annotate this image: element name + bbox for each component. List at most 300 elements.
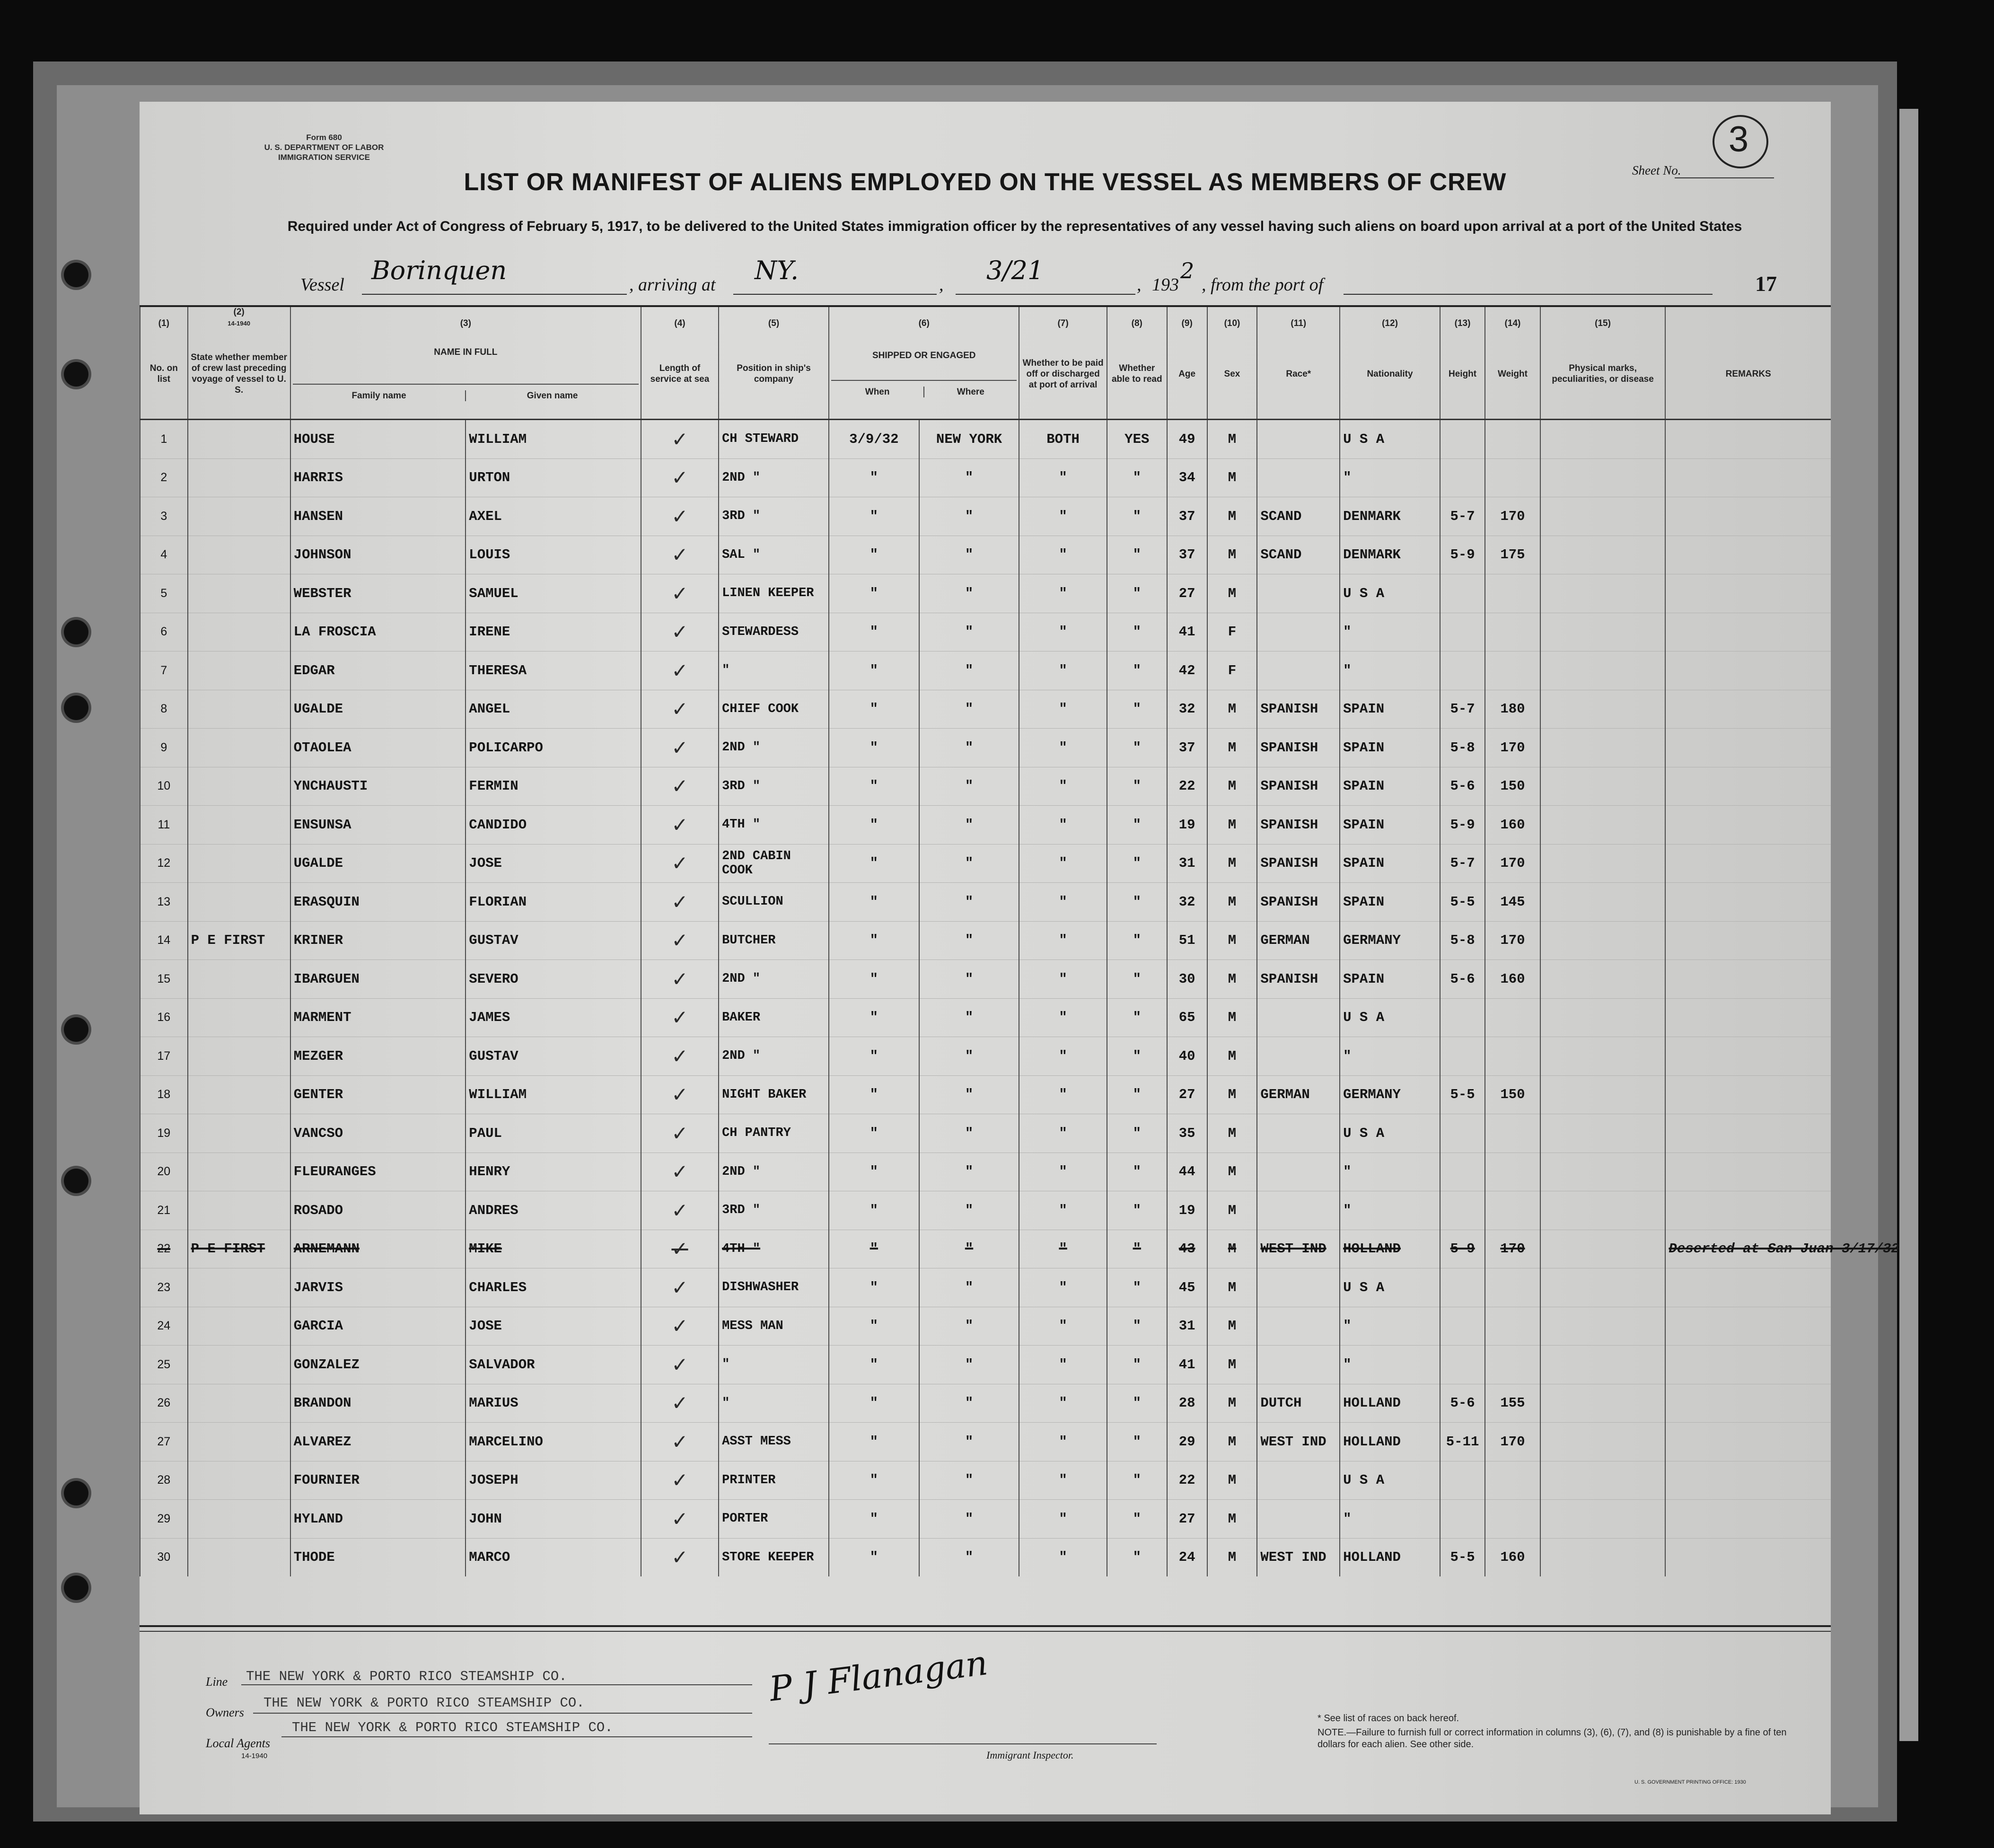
shipped-when-cell: " <box>829 1268 919 1307</box>
service-check-cell: ✓ <box>641 1423 719 1461</box>
physical-marks-cell <box>1540 458 1666 497</box>
physical-marks-cell <box>1540 613 1666 651</box>
paid-off-cell: " <box>1019 1538 1107 1576</box>
height-cell <box>1440 613 1485 651</box>
paid-off-cell: " <box>1019 1384 1107 1423</box>
table-row <box>140 1461 1831 1500</box>
row-number-cell: 25 <box>140 1346 188 1384</box>
form-identifier: Form 680 U. S. DEPARTMENT OF LABOR IMMIGRATION SERVICE <box>264 133 384 162</box>
height-cell: 5-6 <box>1440 960 1485 999</box>
family-name-cell: IBARGUEN <box>290 960 466 999</box>
physical-marks-cell <box>1540 574 1666 613</box>
paid-off-cell: " <box>1019 1268 1107 1307</box>
service-check-cell: ✓ <box>641 806 719 845</box>
row-number-cell: 26 <box>140 1384 188 1423</box>
able-to-read-cell: " <box>1107 806 1167 845</box>
sex-cell: M <box>1207 844 1257 883</box>
able-to-read-cell: " <box>1107 883 1167 922</box>
shipped-where-cell: " <box>919 574 1019 613</box>
vessel-label: Vessel <box>300 275 344 295</box>
remarks-cell <box>1665 1114 1831 1153</box>
printing-office: U. S. GOVERNMENT PRINTING OFFICE: 1930 <box>1634 1779 1746 1785</box>
position-cell: BUTCHER <box>719 921 829 960</box>
shipped-where-cell: " <box>919 921 1019 960</box>
paid-off-cell: " <box>1019 883 1107 922</box>
service-check-cell: ✓ <box>641 613 719 651</box>
age-cell: 37 <box>1167 536 1207 574</box>
remarks-cell: Deserted at San Juan 3/17/32 <box>1665 1230 1831 1268</box>
arriving-label: , arriving at <box>629 275 716 295</box>
race-cell <box>1257 651 1340 690</box>
shipped-when-cell: " <box>829 497 919 536</box>
page-number: 17 <box>1755 272 1777 296</box>
previous-voyage-cell <box>188 1500 290 1539</box>
age-cell: 37 <box>1167 729 1207 767</box>
shipped-when-cell: " <box>829 844 919 883</box>
physical-marks-cell <box>1540 1191 1666 1230</box>
weight-cell <box>1485 1191 1540 1230</box>
physical-marks-cell <box>1540 998 1666 1037</box>
year-suffix: 2 <box>1180 258 1195 283</box>
sex-cell: M <box>1207 420 1257 459</box>
table-row <box>140 1191 1831 1230</box>
table-row <box>140 1114 1831 1153</box>
row-number-cell: 13 <box>140 883 188 922</box>
remarks-cell <box>1665 1191 1831 1230</box>
weight-cell <box>1485 1461 1540 1500</box>
row-number-cell: 8 <box>140 690 188 729</box>
service-check-cell: ✓ <box>641 1500 719 1539</box>
height-cell: 5-11 <box>1440 1423 1485 1461</box>
weight-cell: 150 <box>1485 1075 1540 1114</box>
paid-off-cell: " <box>1019 536 1107 574</box>
service-check-cell: ✓ <box>641 1461 719 1500</box>
race-cell <box>1257 1153 1340 1191</box>
sheet-number-label: Sheet No. <box>1632 163 1681 177</box>
age-cell: 35 <box>1167 1114 1207 1153</box>
col-form-code: 14-1940 <box>228 320 250 327</box>
service-check-cell: ✓ <box>641 1538 719 1576</box>
family-name-cell: EDGAR <box>290 651 466 690</box>
paid-off-cell: " <box>1019 1153 1107 1191</box>
family-name-cell: GENTER <box>290 1075 466 1114</box>
manifest-footer <box>140 1625 1831 1814</box>
paid-off-cell: " <box>1019 1037 1107 1076</box>
remarks-cell <box>1665 1500 1831 1539</box>
shipped-where-cell: " <box>919 1538 1019 1576</box>
race-cell <box>1257 574 1340 613</box>
nationality-cell: U S A <box>1340 1268 1440 1307</box>
paid-off-cell: " <box>1019 1346 1107 1384</box>
able-to-read-cell: " <box>1107 729 1167 767</box>
shipped-when-cell: " <box>829 613 919 651</box>
physical-marks-cell <box>1540 1037 1666 1076</box>
col-weight: Weight <box>1485 329 1540 420</box>
given-name-cell: LOUIS <box>466 536 641 574</box>
weight-cell <box>1485 998 1540 1037</box>
nationality-cell: SPAIN <box>1340 883 1440 922</box>
able-to-read-cell: " <box>1107 1153 1167 1191</box>
position-cell: 2ND " <box>719 458 829 497</box>
service-check-cell: ✓ <box>641 1307 719 1346</box>
col-family-name: Family name <box>351 390 406 401</box>
service-check-cell: ✓ <box>641 1346 719 1384</box>
row-number-cell: 5 <box>140 574 188 613</box>
race-cell: SPANISH <box>1257 883 1340 922</box>
shipped-when-cell: " <box>829 690 919 729</box>
col-num-13: (13) <box>1440 305 1485 329</box>
service-check-cell: ✓ <box>641 458 719 497</box>
weight-cell: 170 <box>1485 1423 1540 1461</box>
able-to-read-cell: " <box>1107 1230 1167 1268</box>
age-cell: 44 <box>1167 1153 1207 1191</box>
weight-cell <box>1485 1500 1540 1539</box>
signature-line <box>769 1743 1157 1744</box>
shipped-where-cell: " <box>919 458 1019 497</box>
position-cell: ASST MESS <box>719 1423 829 1461</box>
able-to-read-cell: " <box>1107 1191 1167 1230</box>
age-cell: 51 <box>1167 921 1207 960</box>
sex-cell: M <box>1207 497 1257 536</box>
paid-off-cell: " <box>1019 729 1107 767</box>
previous-voyage-cell <box>188 1384 290 1423</box>
race-cell: GERMAN <box>1257 921 1340 960</box>
previous-voyage-cell <box>188 1191 290 1230</box>
weight-cell: 170 <box>1485 844 1540 883</box>
nationality-cell: GERMANY <box>1340 921 1440 960</box>
shipped-when-cell: " <box>829 1500 919 1539</box>
age-cell: 41 <box>1167 613 1207 651</box>
physical-marks-cell <box>1540 1114 1666 1153</box>
col-num-10: (10) <box>1207 305 1257 329</box>
physical-marks-cell <box>1540 1075 1666 1114</box>
age-cell: 22 <box>1167 767 1207 806</box>
age-cell: 30 <box>1167 960 1207 999</box>
age-cell: 29 <box>1167 1423 1207 1461</box>
row-number-cell: 4 <box>140 536 188 574</box>
paid-off-cell: " <box>1019 613 1107 651</box>
weight-cell <box>1485 420 1540 459</box>
remarks-cell <box>1665 921 1831 960</box>
given-name-cell: FLORIAN <box>466 883 641 922</box>
nationality-cell: " <box>1340 1153 1440 1191</box>
col-name-in-full: NAME IN FULL Family name Given name <box>290 329 641 420</box>
position-cell: CH PANTRY <box>719 1114 829 1153</box>
able-to-read-cell: " <box>1107 613 1167 651</box>
previous-voyage-cell <box>188 1153 290 1191</box>
table-row <box>140 806 1831 845</box>
paid-off-cell: " <box>1019 921 1107 960</box>
given-name-cell: MARCO <box>466 1538 641 1576</box>
age-cell: 43 <box>1167 1230 1207 1268</box>
col-num-6: (6) <box>829 305 1019 329</box>
line-label: Line <box>206 1675 228 1689</box>
able-to-read-cell: " <box>1107 1268 1167 1307</box>
race-cell <box>1257 1191 1340 1230</box>
row-number-cell: 22 <box>140 1230 188 1268</box>
table-row <box>140 1384 1831 1423</box>
able-to-read-cell: " <box>1107 458 1167 497</box>
shipped-when-cell: " <box>829 651 919 690</box>
race-cell <box>1257 1461 1340 1500</box>
row-number-cell: 3 <box>140 497 188 536</box>
age-cell: 19 <box>1167 1191 1207 1230</box>
service-check-cell: ✓ <box>641 1191 719 1230</box>
age-cell: 22 <box>1167 1461 1207 1500</box>
col-num-1: (1) <box>140 305 188 329</box>
service-check-cell: ✓ <box>641 1037 719 1076</box>
service-check-cell: ✓ <box>641 536 719 574</box>
paid-off-cell: " <box>1019 1461 1107 1500</box>
shipped-where-cell: " <box>919 1500 1019 1539</box>
physical-marks-cell <box>1540 806 1666 845</box>
paid-off-cell: " <box>1019 458 1107 497</box>
row-number-cell: 20 <box>140 1153 188 1191</box>
inspector-label: Immigrant Inspector. <box>986 1749 1074 1761</box>
shipped-when-cell: " <box>829 806 919 845</box>
shipped-where-cell: " <box>919 536 1019 574</box>
shipped-when-cell: " <box>829 883 919 922</box>
family-name-cell: JOHNSON <box>290 536 466 574</box>
col-num-14: (14) <box>1485 305 1540 329</box>
binder-hole <box>64 1169 88 1193</box>
family-name-cell: VANCSO <box>290 1114 466 1153</box>
age-cell: 40 <box>1167 1037 1207 1076</box>
previous-voyage-cell <box>188 651 290 690</box>
height-cell <box>1440 651 1485 690</box>
sex-cell: M <box>1207 729 1257 767</box>
physical-marks-cell <box>1540 1461 1666 1500</box>
position-cell: STEWARDESS <box>719 613 829 651</box>
previous-voyage-cell <box>188 998 290 1037</box>
race-cell <box>1257 1037 1340 1076</box>
row-number-cell: 17 <box>140 1037 188 1076</box>
row-number-cell: 12 <box>140 844 188 883</box>
position-cell: CH STEWARD <box>719 420 829 459</box>
given-name-cell: CHARLES <box>466 1268 641 1307</box>
shipped-where-cell: " <box>919 1114 1019 1153</box>
shipped-when-cell: " <box>829 1114 919 1153</box>
height-cell: 5-5 <box>1440 1075 1485 1114</box>
col-num-5: (5) <box>719 305 829 329</box>
position-cell: 3RD " <box>719 767 829 806</box>
given-name-cell: FERMIN <box>466 767 641 806</box>
age-cell: 32 <box>1167 883 1207 922</box>
binder-hole <box>64 1575 88 1600</box>
shipped-when-cell: " <box>829 998 919 1037</box>
position-cell: 4TH " <box>719 1230 829 1268</box>
manifest-sheet: Form 680 U. S. DEPARTMENT OF LABOR IMMIGRATION SERVICE Sheet No. 3 LIST OR MANIFEST OF ALIENS EMPLOYED ON THE VESSEL AS MEMBERS OF CREW Required under Act of Congress of February 5, 1917, to be delivered to the United States immigration officer by the representatives of any vessel having such aliens on board upon arrival at a port of the United States Vessel Borinquen , arriving at NY. , 3/21 , 193 2 , from the port of 17 (1) (2) 14-1940 (3) (4) (5) (6) (7) (8) (9) (10) (11) (12) (13) (14) (15) No. on list State whether member of crew last preceding voyage of vessel to U. S. NAME IN FULL Family name Given name Length of service at sea Position in ship's company SHIPPED OR ENGAGED When Where Whether to be paid off or discharged at port of arrival Whether able to read Age Sex Race* Nationality Height Weight Physical marks, peculiarities, or disease REMARKS 1 HOUSE WILLIAM ✓ CH STEWARD 3/9/32 NEW YORK BOTH YES 49 M U S A 2 HARRIS URTON ✓ 2ND " " " " " 34 M " 3 HANSEN AXEL ✓ 3RD " " " " " 37 M SCAND DENMARK 5-7 170 4 JOHNSON LOUIS ✓ SAL " " " " " 37 M SCAND DENMARK 5-9 175 5 WEBSTER SAMUEL ✓ LINEN KEEPER " " " " 27 M U S A 6 LA FROSCIA IRENE ✓ STEWARDESS " " " " 41 F " 7 EDGAR THERESA ✓ " " " " " 42 F " 8 UGALDE ANGEL ✓ CHIEF COOK " " " " 32 M SPANISH SPAIN 5-7 180 9 OTAOLEA POLICARPO ✓ 2ND " " " " " 37 M SPANISH SPAIN 5-8 170 10 YNCHAUSTI FERMIN ✓ 3RD " " " " " 22 M SPANISH SPAIN 5-6 150 11 ENSUNSA CANDIDO ✓ 4TH " " " " " 19 M SPANISH SPAIN 5-9 160 12 UGALDE JOSE ✓ 2ND CABIN COOK " " " " 31 M SPANISH SPAIN 5-7 170 13 ERASQUIN FLORIAN ✓ SCULLION " " " " 32 M SPANISH SPAIN 5-5 145 14 P E FIRST KRINER GUSTAV ✓ BUTCHER " " " " 51 M GERMAN GERMANY 5-8 170 15 IBARGUEN SEVERO ✓ 2ND " " " " " 30 M SPANISH SPAIN 5-6 160 16 MARMENT JAMES ✓ BAKER " " " " 65 M U S A 17 MEZGER GUSTAV ✓ 2ND " " " " " 40 M " 18 GENTER WILLIAM ✓ NIGHT BAKER " " " " 27 M GERMAN GERMANY 5-5 150 19 VANCSO PAUL ✓ CH PANTRY " " " " 35 M U S A 20 FLEURANGES HENRY ✓ 2ND " " " " " 44 M " 21 ROSADO ANDRES ✓ 3RD " " " " " 19 M " 22 P E FIRST ARNEMANN MIKE ✓ 4TH " " " " " 43 M WEST IND HOLLAND 5-9 170 Deserted at San Juan 3/17/32 23 JARVIS CHARLES ✓ DISHWASHER " " " " 45 M U S A 24 GARCIA JOSE ✓ MESS MAN " " " " 31 M " 25 GONZALEZ SALVADOR ✓ " " " " " 41 M " 26 BRANDON MARIUS ✓ " " " " " 28 M DUTCH HOLLAND 5-6 155 27 ALVAREZ MARCELINO ✓ ASST MESS " " " " 29 M WEST IND HOLLAND 5-11 170 28 FOURNIER JOSEPH ✓ PRINTER " " " " 22 M U S A 29 HYLAND JOHN ✓ PORTER " " " " 27 M " 30 THODE MARCO ✓ STORE KEEPER " " " " 24 M WEST IND HOLLAND 5-5 160 Line THE NEW YORK & PORTO RICO STEAMSHIP CO. Owners THE NEW YORK & PORTO RICO STEAMSHIP CO. Local Agents THE NEW YORK & PORTO RICO STEAMSHIP CO. 14-1940 P J Flanagan Immigrant Inspector. * See list of races on back hereof. NOTE.—Failure to furnish full or correct information in columns (3), (6), (7), and (8) is punishable by a fine of ten dollars for each alien. See other side. U. S. GOVERNMENT PRINTING OFFICE: 1930 <box>140 102 1831 1814</box>
weight-cell: 170 <box>1485 1230 1540 1268</box>
family-name-cell: HARRIS <box>290 458 466 497</box>
given-name-cell: JOSE <box>466 1307 641 1346</box>
physical-marks-cell <box>1540 921 1666 960</box>
nationality-cell: " <box>1340 613 1440 651</box>
height-cell <box>1440 574 1485 613</box>
nationality-cell: SPAIN <box>1340 729 1440 767</box>
nationality-cell: HOLLAND <box>1340 1538 1440 1576</box>
remarks-cell <box>1665 729 1831 767</box>
physical-marks-cell <box>1540 1268 1666 1307</box>
service-check-cell: ✓ <box>641 1230 719 1268</box>
height-cell: 5-9 <box>1440 806 1485 845</box>
paid-off-cell: " <box>1019 1307 1107 1346</box>
sheet-number: 3 <box>1728 119 1749 159</box>
previous-voyage-cell <box>188 1538 290 1576</box>
row-number-cell: 27 <box>140 1423 188 1461</box>
given-name-cell: ANDRES <box>466 1191 641 1230</box>
position-cell: STORE KEEPER <box>719 1538 829 1576</box>
given-name-cell: GUSTAV <box>466 1037 641 1076</box>
nationality-cell: HOLLAND <box>1340 1423 1440 1461</box>
race-cell: SPANISH <box>1257 729 1340 767</box>
remarks-cell <box>1665 497 1831 536</box>
table-row <box>140 497 1831 536</box>
row-number-cell: 11 <box>140 806 188 845</box>
shipped-when-cell: " <box>829 1307 919 1346</box>
height-cell <box>1440 1114 1485 1153</box>
race-cell <box>1257 1500 1340 1539</box>
col-num-12: (12) <box>1340 305 1440 329</box>
row-number-cell: 10 <box>140 767 188 806</box>
agents-form-code: 14-1940 <box>241 1752 268 1760</box>
able-to-read-cell: " <box>1107 1307 1167 1346</box>
race-note: * See list of races on back hereof. <box>1318 1713 1459 1724</box>
weight-cell <box>1485 1153 1540 1191</box>
row-number-cell: 9 <box>140 729 188 767</box>
sex-cell: M <box>1207 1191 1257 1230</box>
sex-cell: M <box>1207 806 1257 845</box>
able-to-read-cell: " <box>1107 1500 1167 1539</box>
paid-off-cell: " <box>1019 497 1107 536</box>
previous-voyage-cell <box>188 1075 290 1114</box>
weight-cell: 160 <box>1485 806 1540 845</box>
age-cell: 32 <box>1167 690 1207 729</box>
col-given-name: Given name <box>465 390 639 401</box>
paid-off-cell: " <box>1019 767 1107 806</box>
remarks-cell <box>1665 1153 1831 1191</box>
race-cell: SPANISH <box>1257 844 1340 883</box>
physical-marks-cell <box>1540 690 1666 729</box>
race-cell: WEST IND <box>1257 1230 1340 1268</box>
sex-cell: M <box>1207 1346 1257 1384</box>
able-to-read-cell: " <box>1107 1538 1167 1576</box>
service-check-cell: ✓ <box>641 960 719 999</box>
shipped-when-cell: " <box>829 921 919 960</box>
physical-marks-cell <box>1540 1307 1666 1346</box>
paid-off-cell: " <box>1019 1114 1107 1153</box>
col-height: Height <box>1440 329 1485 420</box>
sex-cell: M <box>1207 1423 1257 1461</box>
col-shipped-or-engaged: SHIPPED OR ENGAGED When Where <box>829 329 1019 420</box>
position-cell: CHIEF COOK <box>719 690 829 729</box>
weight-cell <box>1485 1346 1540 1384</box>
table-row <box>140 651 1831 690</box>
table-row <box>140 420 1831 459</box>
position-cell: 2ND CABIN COOK <box>719 844 829 883</box>
table-row <box>140 883 1831 922</box>
col-when: When <box>865 387 890 397</box>
family-name-cell: FOURNIER <box>290 1461 466 1500</box>
family-name-cell: MARMENT <box>290 998 466 1037</box>
service-check-cell: ✓ <box>641 1268 719 1307</box>
family-name-cell: WEBSTER <box>290 574 466 613</box>
shipped-where-cell: " <box>919 1346 1019 1384</box>
family-name-cell: GARCIA <box>290 1307 466 1346</box>
shipped-when-cell: " <box>829 574 919 613</box>
remarks-cell <box>1665 883 1831 922</box>
weight-cell: 150 <box>1485 767 1540 806</box>
col-no-on-list: No. on list <box>140 329 188 420</box>
date-line <box>956 276 1135 295</box>
sex-cell: M <box>1207 690 1257 729</box>
nationality-cell: SPAIN <box>1340 960 1440 999</box>
binder-hole <box>64 1481 88 1505</box>
vessel-name: Borinquen <box>371 255 507 285</box>
table-row <box>140 613 1831 651</box>
col-remarks: REMARKS <box>1665 329 1831 420</box>
family-name-cell: JARVIS <box>290 1268 466 1307</box>
remarks-cell <box>1665 1538 1831 1576</box>
physical-marks-cell <box>1540 497 1666 536</box>
table-row <box>140 960 1831 999</box>
table-row <box>140 844 1831 883</box>
shipped-when-cell: " <box>829 729 919 767</box>
col-num-3: (3) <box>290 305 641 329</box>
given-name-cell: JOSEPH <box>466 1461 641 1500</box>
row-number-cell: 16 <box>140 998 188 1037</box>
shipped-when-cell: 3/9/32 <box>829 420 919 459</box>
physical-marks-cell <box>1540 1384 1666 1423</box>
remarks-cell <box>1665 960 1831 999</box>
physical-marks-cell <box>1540 960 1666 999</box>
row-number-cell: 1 <box>140 420 188 459</box>
able-to-read-cell: " <box>1107 497 1167 536</box>
page-title: LIST OR MANIFEST OF ALIENS EMPLOYED ON THE VESSEL AS MEMBERS OF CREW <box>464 168 1507 196</box>
given-name-cell: MARIUS <box>466 1384 641 1423</box>
age-cell: 37 <box>1167 497 1207 536</box>
previous-voyage-cell <box>188 574 290 613</box>
age-cell: 41 <box>1167 1346 1207 1384</box>
family-name-cell: GONZALEZ <box>290 1346 466 1384</box>
agents-value: THE NEW YORK & PORTO RICO STEAMSHIP CO. <box>292 1720 613 1735</box>
nationality-cell: DENMARK <box>1340 536 1440 574</box>
col-num-11: (11) <box>1257 305 1340 329</box>
shipped-where-cell: " <box>919 1075 1019 1114</box>
physical-marks-cell <box>1540 883 1666 922</box>
able-to-read-cell: " <box>1107 1384 1167 1423</box>
family-name-cell: HANSEN <box>290 497 466 536</box>
row-number-cell: 21 <box>140 1191 188 1230</box>
owners-value: THE NEW YORK & PORTO RICO STEAMSHIP CO. <box>264 1695 585 1711</box>
weight-cell <box>1485 1114 1540 1153</box>
given-name-cell: PAUL <box>466 1114 641 1153</box>
col-able-to-read: Whether able to read <box>1107 329 1167 420</box>
shipped-where-cell: " <box>919 1384 1019 1423</box>
table-row <box>140 1268 1831 1307</box>
row-number-cell: 28 <box>140 1461 188 1500</box>
shipped-where-cell: NEW YORK <box>919 420 1019 459</box>
col-num-2: (2) 14-1940 <box>188 305 290 329</box>
able-to-read-cell: " <box>1107 1461 1167 1500</box>
weight-cell: 170 <box>1485 497 1540 536</box>
height-cell: 5-7 <box>1440 497 1485 536</box>
col-race: Race* <box>1257 329 1340 420</box>
sex-cell: M <box>1207 1538 1257 1576</box>
race-cell: DUTCH <box>1257 1384 1340 1423</box>
age-cell: 31 <box>1167 844 1207 883</box>
given-name-cell: IRENE <box>466 613 641 651</box>
